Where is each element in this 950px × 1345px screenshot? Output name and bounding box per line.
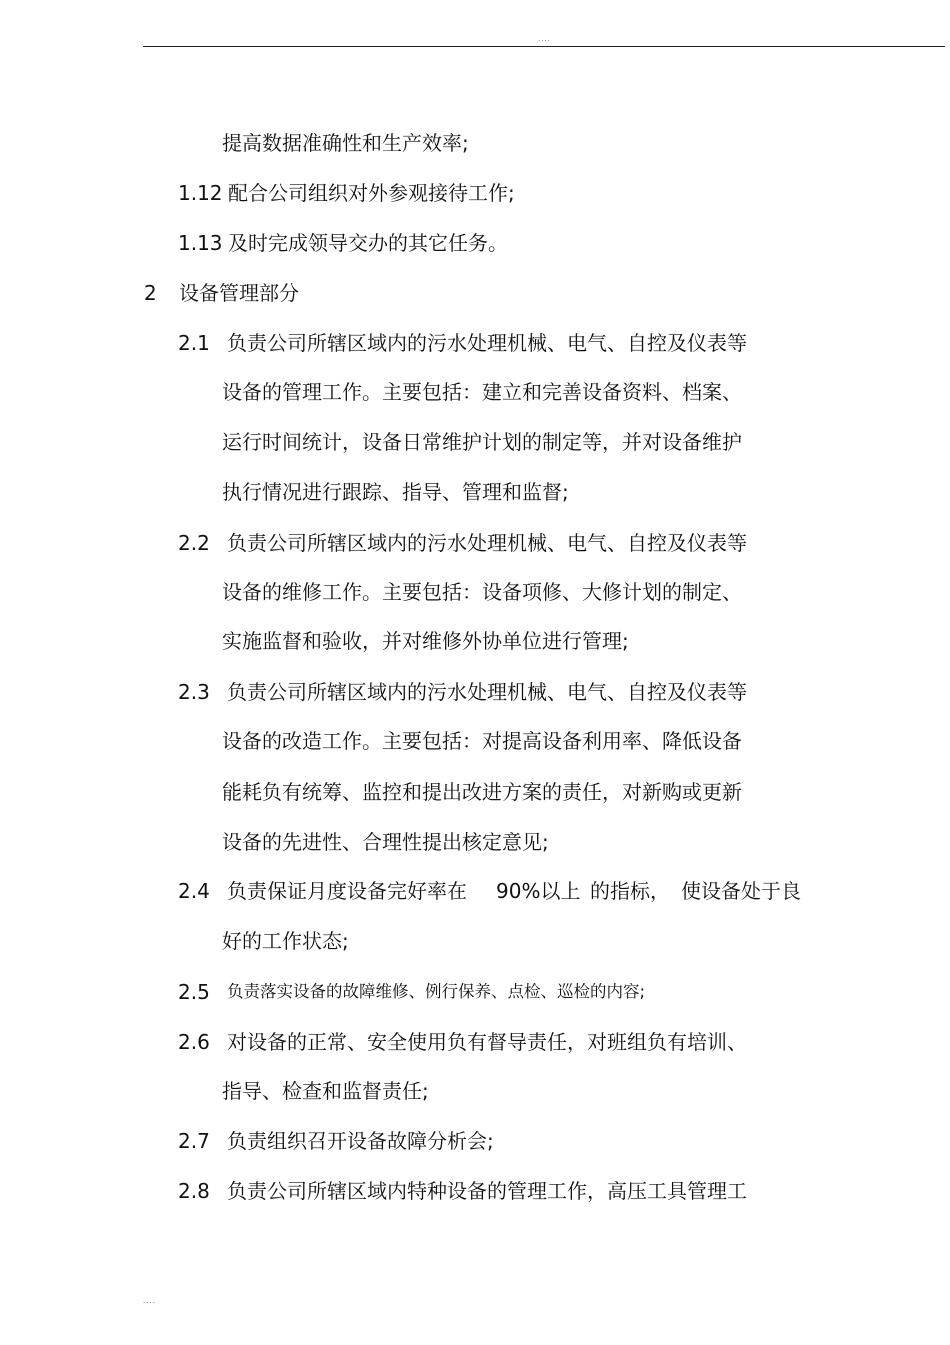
item-2-3-line-4: 设备的先进性、合理性提出核定意见; bbox=[222, 830, 549, 854]
item-1-12-text: 配合公司组织对外参观接待工作; bbox=[228, 181, 515, 205]
footer-marker: .... bbox=[143, 1297, 156, 1305]
section-2-number: 2 bbox=[144, 281, 157, 305]
item-2-3-number: 2.3 bbox=[178, 680, 210, 704]
item-2-1-text: 负责公司所辖区域内的污水处理机械、电气、自控及仪表等 bbox=[227, 331, 747, 355]
item-2-4-text-b: 90%以上 bbox=[496, 879, 581, 903]
item-2-8-number: 2.8 bbox=[178, 1179, 210, 1203]
item-2-1-line-2: 设备的管理工作。主要包括：建立和完善设备资料、档案、 bbox=[222, 380, 742, 404]
item-2-1-line-3: 运行时间统计，设备日常维护计划的制定等，并对设备维护 bbox=[222, 430, 742, 454]
header-marker: .... bbox=[538, 35, 551, 43]
item-2-7-number: 2.7 bbox=[178, 1129, 210, 1153]
item-2-4-text-d: 使设备处于良 bbox=[681, 879, 801, 903]
item-2-4-text-a: 负责保证月度设备完好率在 bbox=[227, 879, 467, 903]
item-2-6-number: 2.6 bbox=[178, 1030, 210, 1054]
item-2-2-number: 2.2 bbox=[178, 531, 210, 555]
item-2-3-text: 负责公司所辖区域内的污水处理机械、电气、自控及仪表等 bbox=[227, 680, 747, 704]
item-2-4-number: 2.4 bbox=[178, 879, 210, 903]
item-2-6-text: 对设备的正常、安全使用负有督导责任，对班组负有培训、 bbox=[227, 1030, 747, 1054]
item-2-2-line-2: 设备的维修工作。主要包括：设备项修、大修计划的制定、 bbox=[222, 580, 742, 604]
item-2-8-text: 负责公司所辖区域内特种设备的管理工作，高压工具管理工 bbox=[227, 1179, 747, 1203]
item-1-12-number: 1.12 bbox=[178, 181, 223, 205]
item-1-13-number: 1.13 bbox=[178, 231, 223, 255]
item-2-4-text-c: 的指标， bbox=[590, 879, 670, 903]
item-1-13-text: 及时完成领导交办的其它任务。 bbox=[228, 231, 508, 255]
item-2-5-text: 负责落实设备的故障维修、例行保养、点检、巡检的内容; bbox=[227, 982, 646, 1001]
item-2-2-text: 负责公司所辖区域内的污水处理机械、电气、自控及仪表等 bbox=[227, 531, 747, 555]
section-2-title: 设备管理部分 bbox=[179, 281, 299, 305]
item-2-7-text: 负责组织召开设备故障分析会; bbox=[227, 1129, 494, 1153]
header-rule bbox=[143, 46, 945, 47]
item-2-3-line-2: 设备的改造工作。主要包括：对提高设备利用率、降低设备 bbox=[222, 729, 742, 753]
item-2-5-number: 2.5 bbox=[178, 980, 210, 1004]
item-2-3-line-3: 能耗负有统筹、监控和提出改进方案的责任，对新购或更新 bbox=[222, 780, 742, 804]
item-2-2-line-3: 实施监督和验收，并对维修外协单位进行管理; bbox=[222, 629, 629, 653]
item-2-1-line-4: 执行情况进行跟踪、指导、管理和监督; bbox=[222, 480, 569, 504]
item-1-11-continuation: 提高数据准确性和生产效率; bbox=[222, 131, 469, 155]
item-2-1-number: 2.1 bbox=[178, 331, 210, 355]
item-2-4-line-2: 好的工作状态; bbox=[222, 929, 349, 953]
item-2-6-line-2: 指导、检查和监督责任; bbox=[222, 1079, 429, 1103]
